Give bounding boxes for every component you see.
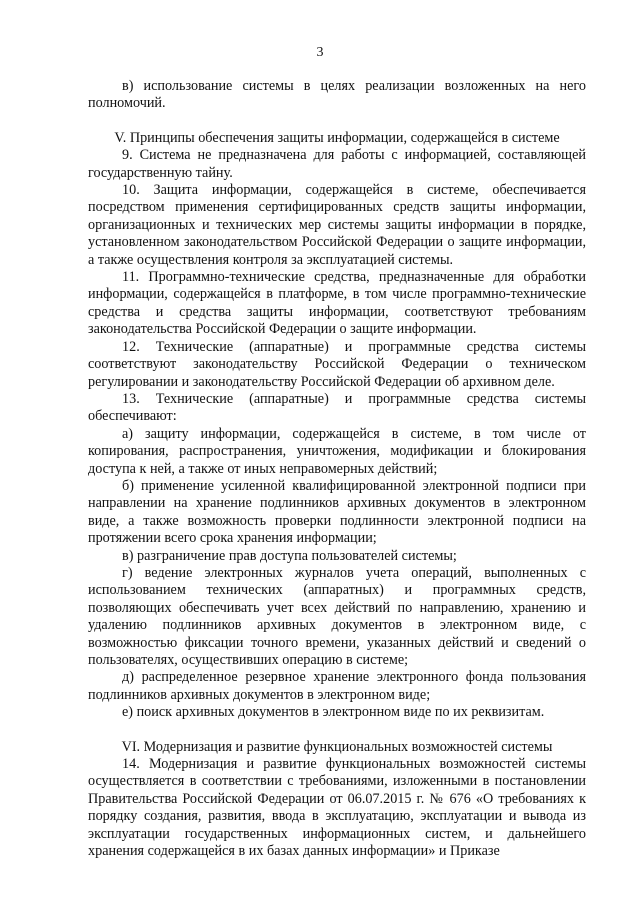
section-heading-vi: VI. Модернизация и развитие функциональных возможностей системы [121,738,553,755]
paragraph-9: 9. Система не предназначена для работы с информацией, составляющей государственную тайну. [88,147,586,181]
paragraph-12: 12. Технические (аппаратные) и программные средства системы соответствуют законодательству Российской Федерации о техническом регулировании и законодательству Российской Федерации об архивном деле. [88,338,586,390]
page-number: 3 [316,45,324,60]
paragraph-13g: г) ведение электронных журналов учета операций, выполненных с использованием технических (аппаратных) и программных средств, позволяющих обеспечивать учет всех действий по направлению, хранению и удалению подлинников архивных документов в электронном виде, с возможностью фиксации точного времени, указанных действий и сведений о пользователях, осуществивших операцию в системе; [88,564,586,668]
paragraph-13b: б) применение усиленной квалифицированной электронной подписи при направлении на хранение подлинников архивных документов в электронном виде, а также возможность проверки подлинности электронной подписи на протяжении всего срока хранения информации; [88,477,586,547]
paragraph-v: в) использование системы в целях реализации возложенных на него полномочий. [88,78,586,112]
paragraph-13e: е) поиск архивных документов в электронном виде по их реквизитам. [122,704,545,721]
paragraph-13d: д) распределенное резервное хранение электронного фонда пользования подлинников архивных документов в электронном виде; [88,669,586,703]
paragraph-14: 14. Модернизация и развитие функциональных возможностей системы осуществляется в соответствии с требованиями, изложенными в постановлении Правительства Российской Федерации от 06.07.2015 г. № 676 «О требованиях к порядку создания, развития, ввода в эксплуатацию, эксплуатации и вывода из эксплуатации государственных информационных систем, и дальнейшего хранения содержащейся в их базах данных информации» и Приказе [88,756,586,860]
paragraph-11: 11. Программно-технические средства, предназначенные для обработки информации, содержащейся в платформе, в том числе программно-технические средства и средства защиты информации, соответствуют требованиям законодательства Российской Федерации о защите информации. [88,269,586,338]
paragraph-13v: в) разграничение прав доступа пользователей системы; [122,547,457,564]
paragraph-10: 10. Защита информации, содержащейся в системе, обеспечивается посредством применения сертифицированных средств защиты информации, организационных и технических мер системы защиты информации в порядке, установленном законодательством Российской Федерации о защите информации, а также осуществления контроля за эксплуатацией системы. [88,182,586,268]
paragraph-13a: а) защиту информации, содержащейся в системе, в том числе от копирования, распространения, уничтожения, модификации и блокирования доступа к ней, а также от иных неправомерных действий; [88,425,586,477]
section-heading-v: V. Принципы обеспечения защиты информации, содержащейся в системе [114,129,560,146]
paragraph-13: 13. Технические (аппаратные) и программные средства системы обеспечивают: [88,390,586,425]
document-body [88,78,586,860]
